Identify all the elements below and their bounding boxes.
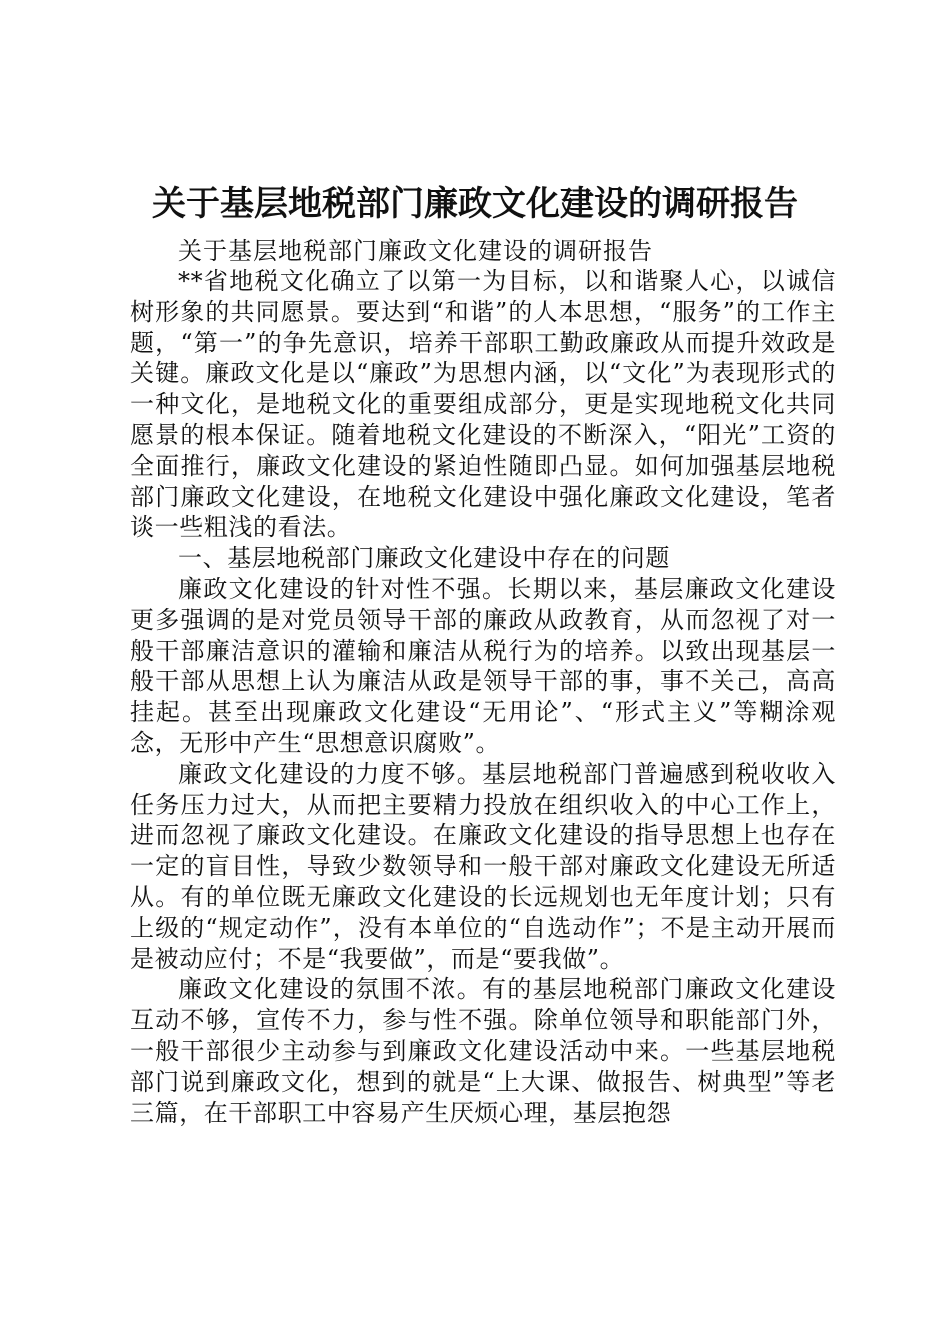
section-paragraph-3: 廉政文化建设的氛围不浓。有的基层地税部门廉政文化建设互动不够，宣传不力，参与性不强。除单位领导和职能部门外，一般干部很少主动参与到廉政文化建设活动中来。一些基层地税部门说到廉政文化，想到的就是“上大课、做报告、树典型”等老三篇，在干部职工中容易产生厌烦心理，基层抱怨 <box>130 975 836 1127</box>
document-title: 关于基层地税部门廉政文化建设的调研报告 <box>152 184 798 224</box>
section-paragraph-1: 廉政文化建设的针对性不强。长期以来，基层廉政文化建设更多强调的是对党员领导干部的廉政从政教育，从而忽视了对一般干部廉洁意识的灌输和廉洁从税行为的培养。以致出现基层一般干部从思想上认为廉洁从政是领导干部的事，事不关己，高高挂起。甚至出现廉政文化建设“无用论”、“形式主义”等糊涂观念，无形中产生“思想意识腐败”。 <box>130 574 836 757</box>
document-subtitle: 关于基层地税部门廉政文化建设的调研报告 <box>178 237 653 265</box>
intro-paragraph: **省地税文化确立了以第一为目标，以和谐聚人心，以诚信树形象的共同愿景。要达到“和谐”的人本思想，“服务”的工作主题，“第一”的争先意识，培养干部职工勤政廉政从而提升效政是关键。廉政文化是以“廉政”为思想内涵，以“文化”为表现形式的一种文化，是地税文化的重要组成部分，更是实现地税文化共同愿景的根本保证。随着地税文化建设的不断深入，“阳光”工资的全面推行，廉政文化建设的紧迫性随即凸显。如何加强基层地税部门廉政文化建设，在地税文化建设中强化廉政文化建设，笔者谈一些粗浅的看法。 <box>130 267 836 542</box>
document-body <box>130 236 836 1128</box>
section-heading: 一、基层地税部门廉政文化建设中存在的问题 <box>178 544 670 573</box>
section-paragraph-2: 廉政文化建设的力度不够。基层地税部门普遍感到税收收入任务压力过大，从而把主要精力投放在组织收入的中心工作上，进而忽视了廉政文化建设。在廉政文化建设的指导思想上也存在一定的盲目性，导致少数领导和一般干部对廉政文化建设无所适从。有的单位既无廉政文化建设的长远规划也无年度计划；只有上级的“规定动作”，没有本单位的“自选动作”；不是主动开展而是被动应付；不是“我要做”，而是“要我做”。 <box>130 759 836 973</box>
